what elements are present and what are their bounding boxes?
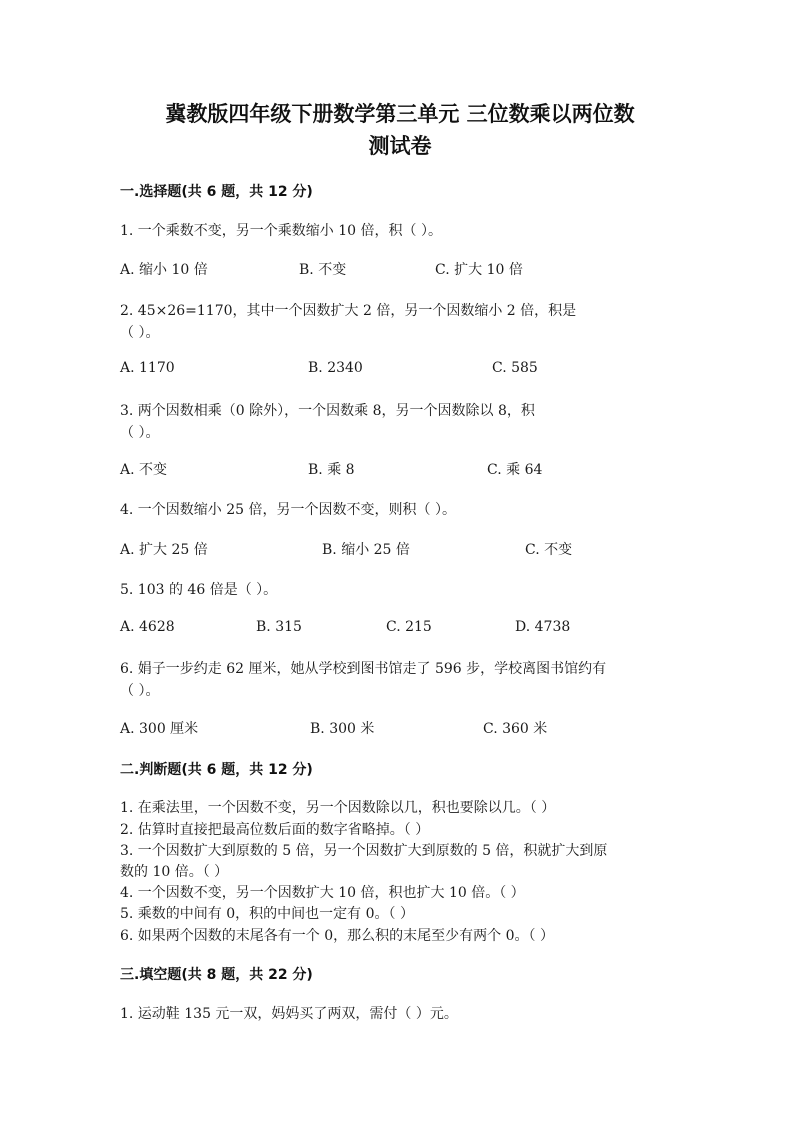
question-2-cont: （ ）。 — [120, 325, 160, 341]
option-b: B. 乘 8 — [308, 462, 355, 478]
section-heading-fill: 三.填空题(共 8 题，共 22 分) — [120, 967, 313, 983]
page-title: 冀教版四年级下册数学第三单元 三位数乘以两位数 — [165, 102, 635, 126]
option-b: B. 300 米 — [310, 721, 375, 737]
option-a: A. 扩大 25 倍 — [120, 542, 208, 558]
option-b: B. 不变 — [299, 262, 347, 278]
option-c: C. 360 米 — [483, 721, 548, 737]
question-2: 2. 45×26=1170，其中一个因数扩大 2 倍，另一个因数缩小 2 倍，积是 — [120, 303, 577, 319]
option-c: C. 不变 — [525, 542, 573, 558]
judge-item-2: 2. 估算时直接把最高位数后面的数字省略掉。（ ） — [120, 822, 430, 838]
option-a: A. 不变 — [120, 462, 168, 478]
option-b: B. 缩小 25 倍 — [322, 542, 410, 558]
question-6: 6. 娟子一步约走 62 厘米，她从学校到图书馆走了 596 步，学校离图书馆约有 — [120, 661, 607, 677]
option-b: B. 2340 — [308, 360, 363, 376]
option-d: D. 4738 — [515, 619, 571, 635]
option-a: A. 300 厘米 — [120, 721, 199, 737]
option-c: C. 215 — [386, 619, 432, 635]
option-c: C. 乘 64 — [487, 462, 543, 478]
option-a: A. 缩小 10 倍 — [120, 262, 208, 278]
question-6-cont: （ ）。 — [120, 683, 160, 699]
option-c: C. 扩大 10 倍 — [435, 262, 523, 278]
option-c: C. 585 — [492, 360, 538, 376]
option-a: A. 1170 — [120, 360, 175, 376]
judge-item-3: 3. 一个因数扩大到原数的 5 倍，另一个因数扩大到原数的 5 倍，积就扩大到原 — [120, 843, 608, 859]
question-5: 5. 103 的 46 倍是（ ）。 — [120, 582, 278, 598]
question-3-cont: （ ）。 — [120, 425, 160, 441]
page-title-line2: 测试卷 — [368, 134, 432, 158]
section-heading-judge: 二.判断题(共 6 题，共 12 分) — [120, 762, 313, 778]
question-1: 1. 一个乘数不变，另一个乘数缩小 10 倍，积（ ）。 — [120, 223, 442, 239]
judge-item-3-cont: 数的 10 倍。（ ） — [120, 864, 229, 880]
option-a: A. 4628 — [120, 619, 175, 635]
judge-item-1: 1. 在乘法里，一个因数不变，另一个因数除以几，积也要除以几。（ ） — [120, 800, 556, 816]
question-3: 3. 两个因数相乘（0 除外），一个因数乘 8，另一个因数除以 8，积 — [120, 403, 535, 419]
question-4: 4. 一个因数缩小 25 倍，另一个因数不变，则积（ ）。 — [120, 502, 456, 518]
option-b: B. 315 — [256, 619, 302, 635]
section-heading-choice: 一.选择题(共 6 题，共 12 分) — [120, 184, 313, 200]
judge-item-5: 5. 乘数的中间有 0，积的中间也一定有 0。（ ） — [120, 906, 414, 922]
judge-item-6: 6. 如果两个因数的末尾各有一个 0，那么积的末尾至少有两个 0。（ ） — [120, 928, 554, 944]
judge-item-4: 4. 一个因数不变，另一个因数扩大 10 倍，积也扩大 10 倍。（ ） — [120, 885, 525, 901]
fill-item-1: 1. 运动鞋 135 元一双，妈妈买了两双，需付（ ）元。 — [120, 1006, 458, 1022]
